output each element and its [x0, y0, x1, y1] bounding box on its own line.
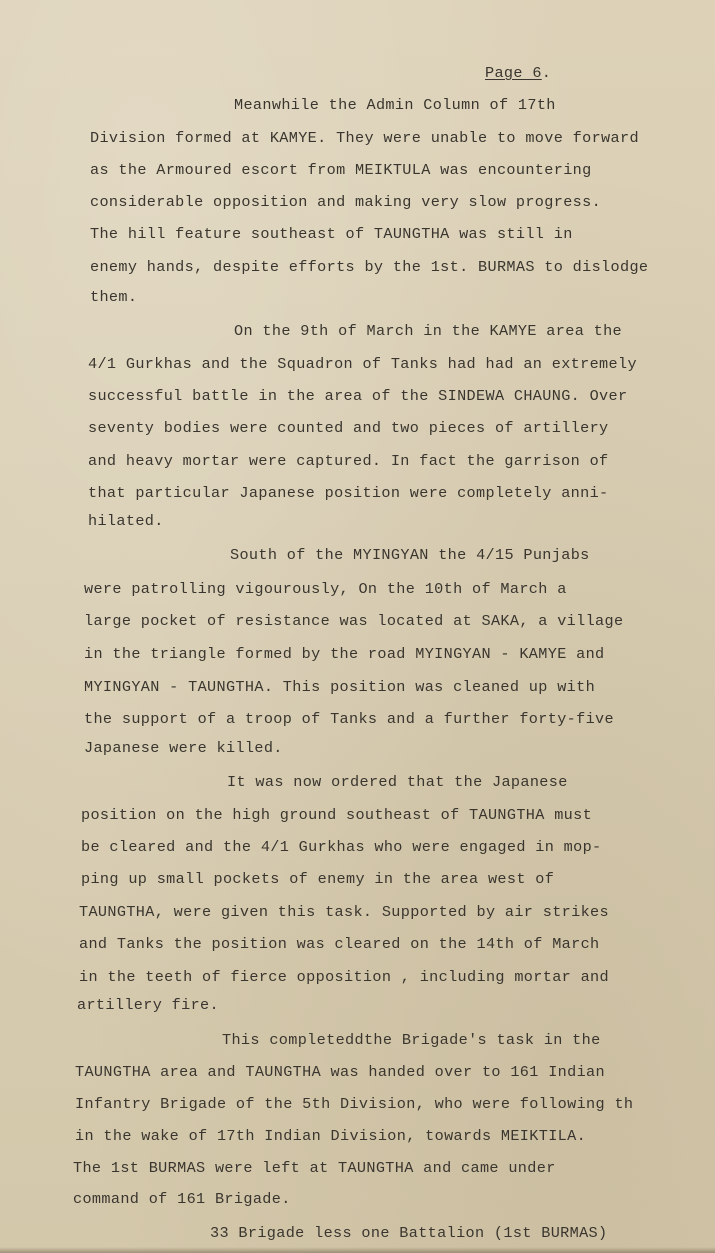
text-line: ping up small pockets of enemy in the area west of: [81, 870, 555, 888]
text-line: that particular Japanese position were completely anni-: [88, 484, 609, 502]
text-line: be cleared and the 4/1 Gurkhas who were engaged in mop-: [81, 838, 602, 856]
text-line: command of 161 Brigade.: [73, 1190, 291, 1208]
text-line: position on the high ground southeast of TAUNGTHA must: [81, 806, 593, 824]
text-line: The hill feature southeast of TAUNGTHA was still in: [90, 225, 573, 243]
text-line: were patrolling vigourously, On the 10th of March a: [84, 580, 567, 598]
text-line: seventy bodies were counted and two pieces of artillery: [88, 419, 609, 437]
text-line: Meanwhile the Admin Column of 17th: [234, 96, 556, 114]
text-line: as the Armoured escort from MEIKTULA was encountering: [90, 161, 592, 179]
text-line: hilated.: [88, 512, 164, 530]
text-line: Japanese were killed.: [84, 739, 283, 757]
page-number: Page 6.: [485, 64, 552, 82]
text-line: TAUNGTHA area and TAUNGTHA was handed over to 161 Indian: [75, 1063, 605, 1081]
text-line: MYINGYAN - TAUNGTHA. This position was cleaned up with: [84, 678, 596, 696]
text-line: enemy hands, despite efforts by the 1st. BURMAS to dislodge: [90, 258, 649, 276]
text-line: 33 Brigade less one Battalion (1st BURMAS): [210, 1224, 608, 1242]
text-line: South of the MYINGYAN the 4/15 Punjabs: [230, 546, 590, 564]
text-line: On the 9th of March in the KAMYE area the: [234, 322, 623, 340]
text-line: Infantry Brigade of the 5th Division, who were following th: [75, 1095, 634, 1113]
text-line: in the wake of 17th Indian Division, towards MEIKTILA.: [75, 1127, 587, 1145]
text-line: 4/1 Gurkhas and the Squadron of Tanks had had an extremely: [88, 355, 637, 373]
text-line: successful battle in the area of the SINDEWA CHAUNG. Over: [88, 387, 628, 405]
text-line: in the teeth of fierce opposition , including mortar and: [79, 968, 609, 986]
text-line: the support of a troop of Tanks and a further forty-five: [84, 710, 614, 728]
text-line: TAUNGTHA, were given this task. Supported by air strikes: [79, 903, 609, 921]
text-line: The 1st BURMAS were left at TAUNGTHA and came under: [73, 1159, 556, 1177]
text-line: Division formed at KAMYE. They were unable to move forward: [90, 129, 639, 147]
text-line: and Tanks the position was cleared on the 14th of March: [79, 935, 600, 953]
text-line: and heavy mortar were captured. In fact the garrison of: [88, 452, 609, 470]
text-line: large pocket of resistance was located at SAKA, a village: [84, 612, 624, 630]
text-line: them.: [90, 288, 138, 306]
page-bottom-edge: [0, 1247, 715, 1253]
text-line: artillery fire.: [77, 996, 219, 1014]
text-line: in the triangle formed by the road MYINGYAN - KAMYE and: [84, 645, 605, 663]
text-line: It was now ordered that the Japanese: [227, 773, 568, 791]
text-line: This completeddthe Brigade's task in the: [222, 1031, 601, 1049]
text-line: considerable opposition and making very slow progress.: [90, 193, 602, 211]
